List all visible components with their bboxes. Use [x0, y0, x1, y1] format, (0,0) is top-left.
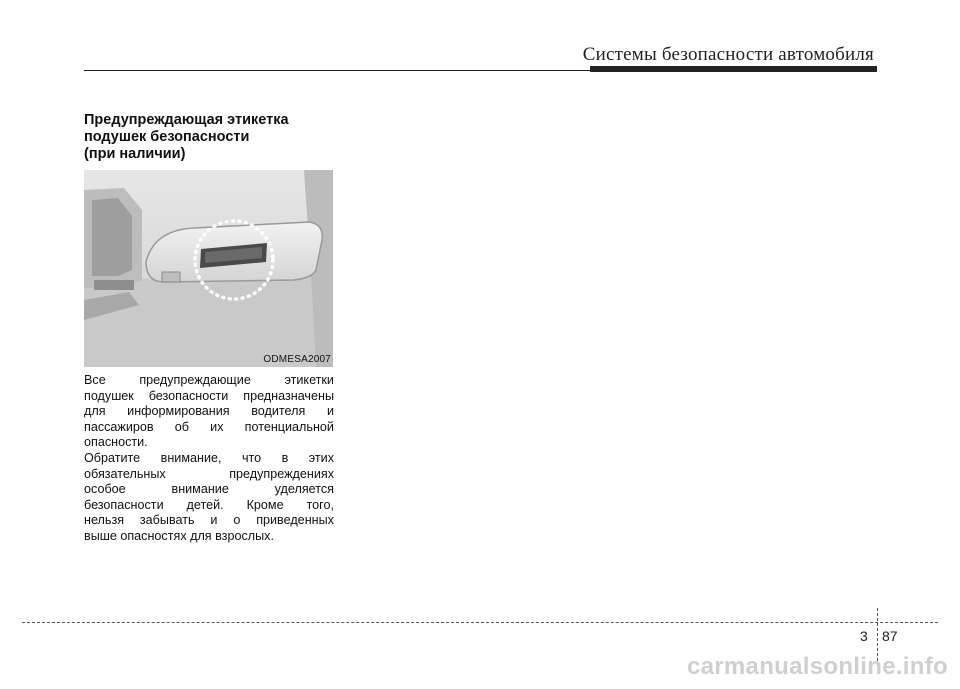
chapter-number: 3 — [860, 628, 868, 644]
text-line: Все предупреждающие этикетки — [84, 373, 334, 387]
section-title-line: (при наличии) — [84, 146, 186, 162]
footer-dashed-rule — [22, 622, 938, 623]
text-line: обязательных предупреждениях — [84, 466, 334, 481]
header-rule-thin — [84, 70, 590, 71]
sun-visor-illustration — [84, 170, 333, 367]
text-line: Обратите внимание, что в этих — [84, 451, 334, 465]
text-line: подушек безопасности предназначены — [84, 388, 334, 403]
paragraph-1 — [84, 373, 334, 451]
paragraph-2 — [84, 451, 334, 545]
airbag-label-figure — [84, 170, 333, 367]
section-title-line: подушек безопасности — [84, 129, 250, 145]
page-number: 87 — [882, 628, 898, 644]
figure-code: ODMESA2007 — [263, 354, 331, 365]
header-rule-thick — [590, 66, 877, 72]
header-title: Системы безопасности автомобиля — [582, 44, 874, 65]
text-line: особое внимание уделяется — [84, 482, 334, 497]
watermark: carmanualsonline.info — [686, 653, 948, 680]
text-line: нельзя забывать и о приведенных — [84, 513, 334, 528]
text-line: пассажиров об их потенциальной — [84, 419, 334, 434]
text-line: безопасности детей. Кроме того, — [84, 497, 334, 512]
text-line: выше опасностях для взрослых. — [84, 528, 274, 543]
section-title-line: Предупреждающая этикетка — [84, 112, 289, 128]
text-line: для информирования водителя и — [84, 404, 334, 419]
text-line: опасности. — [84, 435, 148, 450]
section-title — [84, 112, 344, 163]
